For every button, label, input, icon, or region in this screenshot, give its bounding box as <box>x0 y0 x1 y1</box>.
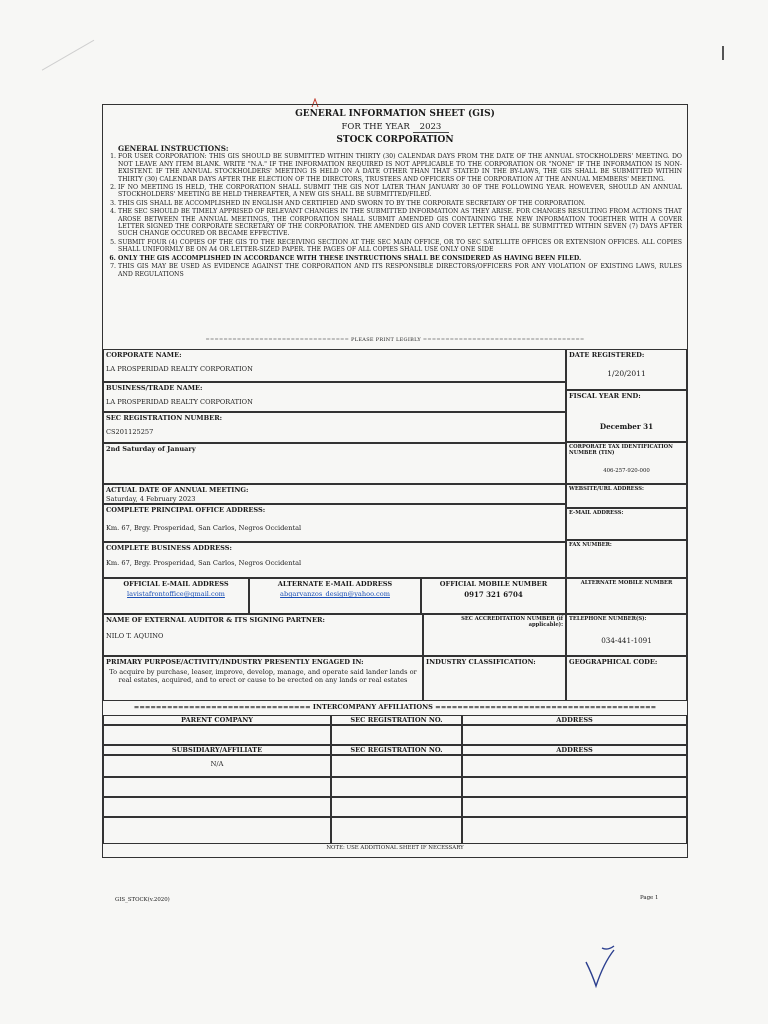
gis-form <box>102 104 688 858</box>
corporate-name-cell <box>103 349 566 382</box>
subsidiary-row <box>103 777 331 797</box>
instruction-item: 5. SUBMIT FOUR (4) COPIES OF THE GIS TO THE RECEIVING SECTION AT THE SEC MAIN OFFICE, OR TO SEC SATELLITE OFFICES OR EXTENSION OFFICES. ALL COPIES SHALL UNIFORMLY BE ON A4 OR LETTER-SIZED PAPER. THE PAGES OF ALL COPIES SHALL USE ONLY ONE SIDE <box>118 239 682 254</box>
actual-meeting-label: ACTUAL DATE OF ANNUAL MEETING: <box>106 486 249 494</box>
subsidiary-row <box>331 755 462 777</box>
accreditation-cell <box>423 614 566 656</box>
scan-artifact <box>722 46 724 60</box>
form-title: GENERAL INFORMATION SHEET (GIS) <box>295 109 495 119</box>
sec-reg-value: CS201125257 <box>106 428 154 436</box>
email-label: E-MAIL ADDRESS: <box>569 510 624 516</box>
subsidiary-value: N/A <box>210 760 224 768</box>
subsidiary-row <box>462 817 687 844</box>
parent-address-label: ADDRESS <box>556 716 593 724</box>
subsidiary-sec-label: SEC REGISTRATION NO. <box>350 746 443 754</box>
actual-meeting-value: Saturday, 4 February 2023 <box>106 495 196 503</box>
subsidiary-row <box>103 817 331 844</box>
fiscal-year-cell <box>566 390 687 442</box>
official-email-label: OFFICIAL E-MAIL ADDRESS <box>123 580 229 588</box>
alt-email-cell <box>249 578 421 614</box>
subsidiary-row <box>103 755 331 777</box>
business-name-label: BUSINESS/TRADE NAME: <box>106 384 203 392</box>
instruction-item: 2. IF NO MEETING IS HELD, THE CORPORATION SHALL SUBMIT THE GIS NOT LATER THAN JANUARY 30 OF THE FOLLOWING YEAR. HOWEVER, SHOULD AN ANNUAL STOCKHOLDERS' MEETING BE HELD THEREAFTER, A NEW GIS SHALL BE SUBMITTED/FILED. <box>118 184 682 199</box>
print-legibly-line: ================================ PLEASE PRINT LEGIBLY ==================================== <box>205 337 585 343</box>
tin-label: CORPORATE TAX IDENTIFICATION NUMBER (TIN) <box>569 444 673 456</box>
telephone-value: 034-441-1091 <box>601 636 652 645</box>
alt-mobile-label: ALTERNATE MOBILE NUMBER <box>580 580 673 586</box>
fiscal-year-value: December 31 <box>599 422 654 431</box>
corporate-name-value: LA PROSPERIDAD REALTY CORPORATION <box>106 365 253 373</box>
date-registered-cell <box>566 349 687 390</box>
fiscal-year-label: FISCAL YEAR END: <box>569 392 641 400</box>
purpose-label: PRIMARY PURPOSE/ACTIVITY/INDUSTRY PRESENTLY ENGAGED IN: <box>106 658 364 666</box>
instruction-item: 1. FOR USER CORPORATION: THIS GIS SHOULD BE SUBMITTED WITHIN THIRTY (30) CALENDAR DAYS FROM THE DATE OF THE ANNUAL STOCKHOLDERS' MEETING. DO NOT LEAVE ANY ITEM BLANK. WRITE "N.A." IF THE INFORMATION REQUIRED IS NOT APPLICABLE TO THE CORPORATION OR "NONE" IF THE INFORMATION IS NON-EXISTENT. IF THE ANNUAL STOCKHOLDERS' MEETING IS HELD ON A DATE OTHER THAN THAT STATED IN THE BY-LAWS, THE GIS SHALL BE SUBMITTED WITHIN THIRTY (30) CALENDAR DAYS AFTER THE ELECTION OF THE DIRECTORS, TRUSTEES AND OFFICERS OF THE CORPORATION AT THE ANNUAL MEMBERS' MEETING. <box>118 153 682 183</box>
scan-artifact <box>42 40 114 106</box>
affiliations-heading: ================================ INTERCOMPANY AFFILIATIONS ======================================== <box>133 703 657 711</box>
subsidiary-row <box>331 797 462 817</box>
subsidiary-row <box>331 817 462 844</box>
instructions-heading: GENERAL INSTRUCTIONS: <box>118 144 229 153</box>
business-address-value: Km. 67, Brgy. Prosperidad, San Carlos, Negros Occidental <box>106 559 302 567</box>
additional-sheet-note: NOTE: USE ADDITIONAL SHEET IF NECESSARY <box>326 845 464 851</box>
parent-sec-header <box>331 715 462 725</box>
mobile-cell <box>421 578 566 614</box>
website-cell <box>566 484 687 508</box>
parent-company-header <box>103 715 331 725</box>
accreditation-label: SEC ACCREDITATION NUMBER (if applicable): <box>461 616 563 628</box>
parent-address-header <box>462 715 687 725</box>
date-registered-label: DATE REGISTERED: <box>569 351 645 359</box>
subsidiary-sec-header <box>331 745 462 755</box>
instruction-item: 7. THIS GIS MAY BE USED AS EVIDENCE AGAINST THE CORPORATION AND ITS RESPONSIBLE DIRECTORS/OFFICERS FOR ANY VIOLATION OF EXISTING LAWS, RULES AND REGULATIONS <box>118 263 682 278</box>
fax-cell <box>566 540 687 578</box>
alt-email-label: ALTERNATE E-MAIL ADDRESS <box>277 580 393 588</box>
form-code: GIS_STOCK(v.2020) <box>115 897 170 903</box>
corporate-name-label: CORPORATE NAME: <box>106 351 182 359</box>
subsidiary-row <box>462 755 687 777</box>
signature-initial-icon <box>580 940 640 990</box>
business-address-label: COMPLETE BUSINESS ADDRESS: <box>106 544 232 552</box>
mobile-label: OFFICIAL MOBILE NUMBER <box>439 580 548 588</box>
actual-meeting-cell <box>103 484 566 504</box>
principal-office-value: Km. 67, Brgy. Prosperidad, San Carlos, Negros Occidental <box>106 524 302 532</box>
year-value: 2023 <box>413 122 449 133</box>
tin-value: 406-257-920-000 <box>603 468 650 474</box>
telephone-label: TELEPHONE NUMBER(S): <box>569 616 647 622</box>
sec-reg-cell <box>103 412 566 443</box>
geo-label: GEOGRAPHICAL CODE: <box>569 658 658 666</box>
industry-cell <box>423 656 566 701</box>
instruction-item: 3. THIS GIS SHALL BE ACCOMPLISHED IN ENGLISH AND CERTIFIED AND SWORN TO BY THE CORPORATE SECRETARY OF THE CORPORATION. <box>118 200 682 207</box>
subsidiary-header <box>103 745 331 755</box>
subsidiary-address-header <box>462 745 687 755</box>
purpose-cell <box>103 656 423 701</box>
business-address-cell <box>103 542 566 578</box>
industry-label: INDUSTRY CLASSIFICATION: <box>426 658 536 666</box>
parent-company-label: PARENT COMPANY <box>181 716 253 724</box>
date-registered-value: 1/20/2011 <box>607 369 646 378</box>
tin-cell <box>566 442 687 484</box>
sec-reg-label: SEC REGISTRATION NUMBER: <box>106 414 223 422</box>
parent-row <box>331 725 462 745</box>
subsidiary-row <box>331 777 462 797</box>
subsidiary-row <box>103 797 331 817</box>
instruction-item: 6. ONLY THE GIS ACCOMPLISHED IN ACCORDANCE WITH THESE INSTRUCTIONS SHALL BE CONSIDERED AS HAVING BEEN FILED. <box>118 255 682 262</box>
purpose-value: To acquire by purchase, leaser, improve, develop, manage, and operate said lander lands or real estates, acquired, and to erect or cause to be erected on any lands or real estates <box>109 668 417 684</box>
principal-office-label: COMPLETE PRINCIPAL OFFICE ADDRESS: <box>106 506 266 514</box>
instructions-list <box>108 153 682 278</box>
fax-label: FAX NUMBER: <box>569 542 612 548</box>
subsidiary-row <box>462 797 687 817</box>
website-label: WEBSITE/URL ADDRESS: <box>569 486 644 492</box>
subsidiary-address-label: ADDRESS <box>556 746 593 754</box>
subsidiary-label: SUBSIDIARY/AFFILIATE <box>171 746 263 754</box>
form-type: STOCK CORPORATION <box>336 135 454 145</box>
telephone-cell <box>566 614 687 656</box>
mobile-value: 0917 321 6704 <box>464 590 523 599</box>
business-name-cell <box>103 382 566 412</box>
page-number: Page 1 <box>640 895 659 901</box>
geo-cell <box>566 656 687 701</box>
subsidiary-row <box>462 777 687 797</box>
parent-sec-label: SEC REGISTRATION NO. <box>350 716 443 724</box>
annual-meeting-bylaws-value: 2nd Saturday of January <box>106 445 196 453</box>
email-cell <box>566 508 687 540</box>
official-email-cell <box>103 578 249 614</box>
auditor-cell <box>103 614 423 656</box>
parent-row <box>462 725 687 745</box>
year-label: FOR THE YEAR <box>341 122 410 132</box>
business-name-value: LA PROSPERIDAD REALTY CORPORATION <box>106 398 253 406</box>
auditor-label: NAME OF EXTERNAL AUDITOR & ITS SIGNING PARTNER: <box>106 616 325 624</box>
alt-mobile-cell <box>566 578 687 614</box>
general-instructions <box>108 145 682 279</box>
auditor-value: NILO T. AQUINO <box>106 632 164 640</box>
alt-email-value[interactable]: abgarvanzos_design@yahoo.com <box>280 590 390 598</box>
annual-meeting-bylaws-cell <box>103 443 566 484</box>
instruction-item: 4. THE SEC SHOULD BE TIMELY APPRISED OF RELEVANT CHANGES IN THE SUBMITTED INFORMATION AS THEY ARISE. FOR CHANGES RESULTING FROM ACTIONS THAT AROSE BETWEEN THE ANNUAL MEETINGS, THE CORPORATION SHALL SUBMIT AMENDED GIS CONTAINING THE NEW INFORMATION TOGETHER WITH A COVER LETTER SIGNED THE CORPORATE SECRETARY OF THE CORPORATION. THE AMENDED GIS AND COVER LETTER SHALL BE SUBMITTED WITHIN SEVEN (7) DAYS AFTER SUCH CHANGE OCCURED OR BECAME EFFECTIVE. <box>118 208 682 238</box>
parent-row <box>103 725 331 745</box>
principal-office-cell <box>103 504 566 542</box>
form-year-line <box>103 122 687 133</box>
official-email-value[interactable]: lavistafrontoffice@gmail.com <box>127 590 225 598</box>
